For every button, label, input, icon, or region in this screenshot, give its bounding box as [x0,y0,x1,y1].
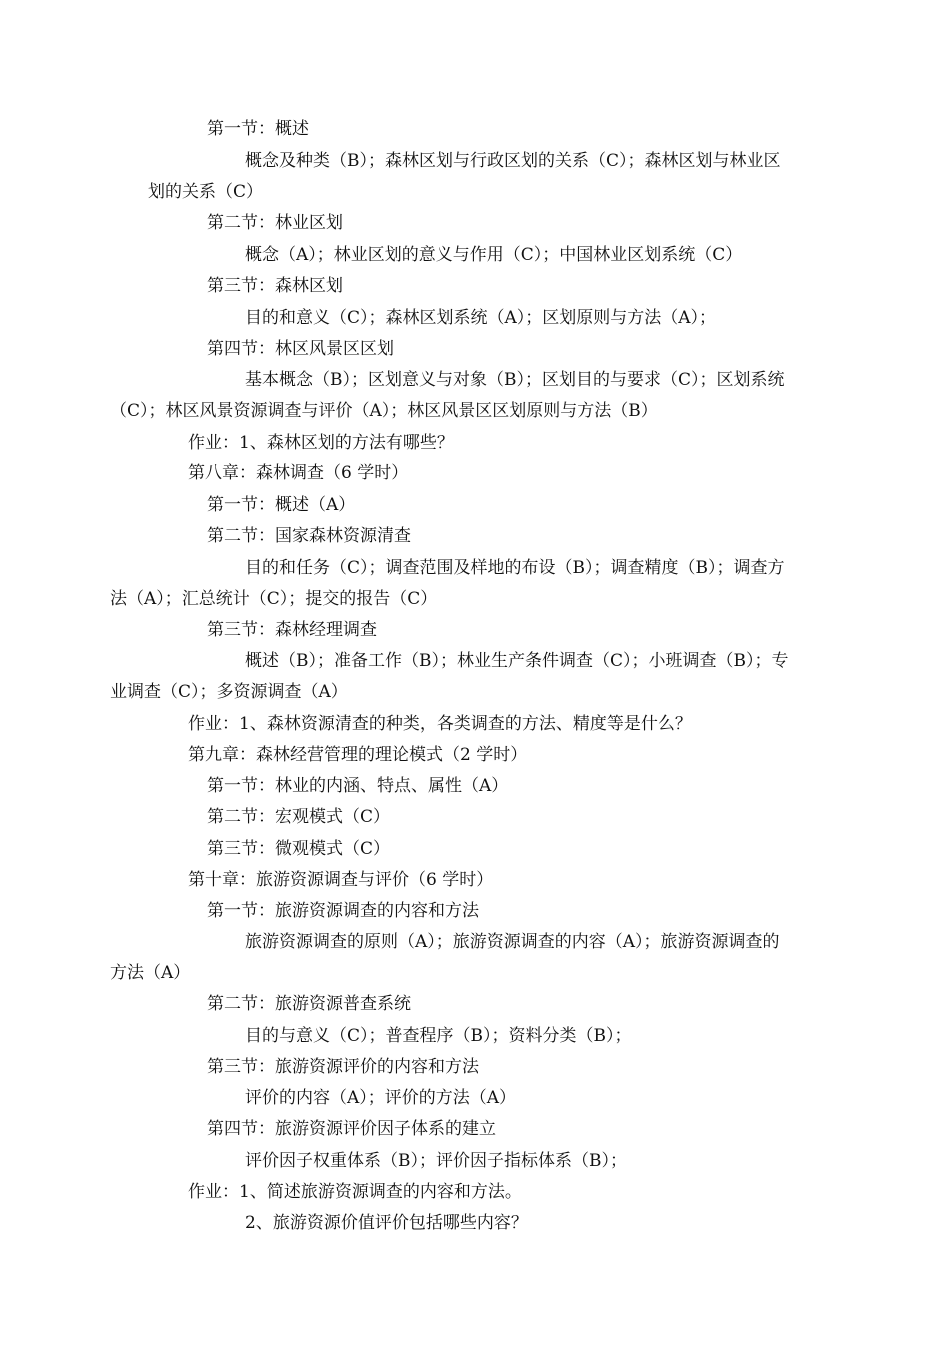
section-content: 旅游资源调查的原则（A）；旅游资源调查的内容（A）；旅游资源调查的 [245,932,780,952]
homework-item: 作业：1、简述旅游资源调查的内容和方法。 [188,1182,522,1202]
section-heading: 第三节：旅游资源评价的内容和方法 [207,1057,479,1077]
homework-subitem: 2、旅游资源价值评价包括哪些内容？ [245,1213,528,1233]
homework-item: 作业：1、森林区划的方法有哪些？ [188,433,454,453]
section-content-continued: 方法（A） [110,963,191,983]
section-heading: 第三节：森林区划 [207,276,343,296]
section-heading: 第二节：旅游资源普查系统 [207,994,411,1014]
section-heading: 第三节：微观模式（C） [207,839,391,859]
section-content-continued: 业调查（C）；多资源调查（A） [110,682,348,702]
chapter-heading: 第九章：森林经营管理的理论模式（2 学时） [188,745,528,765]
section-content: 评价因子权重体系（B）；评价因子指标体系（B）； [245,1151,627,1171]
section-content: 目的和意义（C）；森林区划系统（A）；区划原则与方法（A）； [245,308,717,328]
section-heading: 第二节：宏观模式（C） [207,807,391,827]
section-content: 概念（A）；林业区划的意义与作用（C）；中国林业区划系统（C） [245,245,743,265]
homework-item: 作业：1、森林资源清查的种类，各类调查的方法、精度等是什么？ [188,714,692,734]
section-heading: 第二节：国家森林资源清查 [207,526,411,546]
section-content: 目的和任务（C）；调查范围及样地的布设（B）；调查精度（B）；调查方 [245,558,785,578]
chapter-heading: 第十章：旅游资源调查与评价（6 学时） [188,870,494,890]
section-content: 基本概念（B）；区划意义与对象（B）；区划目的与要求（C）；区划系统 [245,370,785,390]
section-content: 评价的内容（A）；评价的方法（A） [245,1088,517,1108]
section-heading: 第一节：概述（A） [207,495,356,515]
section-heading: 第三节：森林经理调查 [207,620,377,640]
section-heading: 第四节：林区风景区区划 [207,339,394,359]
section-heading: 第一节：林业的内涵、特点、属性（A） [207,776,509,796]
section-content: 概述（B）；准备工作（B）；林业生产条件调查（C）；小班调查（B）；专 [245,651,789,671]
section-content-continued: 法（A）；汇总统计（C）；提交的报告（C） [110,589,438,609]
section-content-continued: （C）；林区风景资源调查与评价（A）；林区风景区区划原则与方法（B） [110,401,658,421]
section-heading: 第一节：旅游资源调查的内容和方法 [207,901,479,921]
section-heading: 第四节：旅游资源评价因子体系的建立 [207,1119,496,1139]
section-heading: 第二节：林业区划 [207,213,343,233]
section-heading: 第一节：概述 [207,119,309,139]
section-content-continued: 划的关系（C） [148,182,264,202]
section-content: 目的与意义（C）；普查程序（B）；资料分类（B）； [245,1026,632,1046]
chapter-heading: 第八章：森林调查（6 学时） [188,463,409,483]
section-content: 概念及种类（B）；森林区划与行政区划的关系（C）；森林区划与林业区 [245,151,781,171]
